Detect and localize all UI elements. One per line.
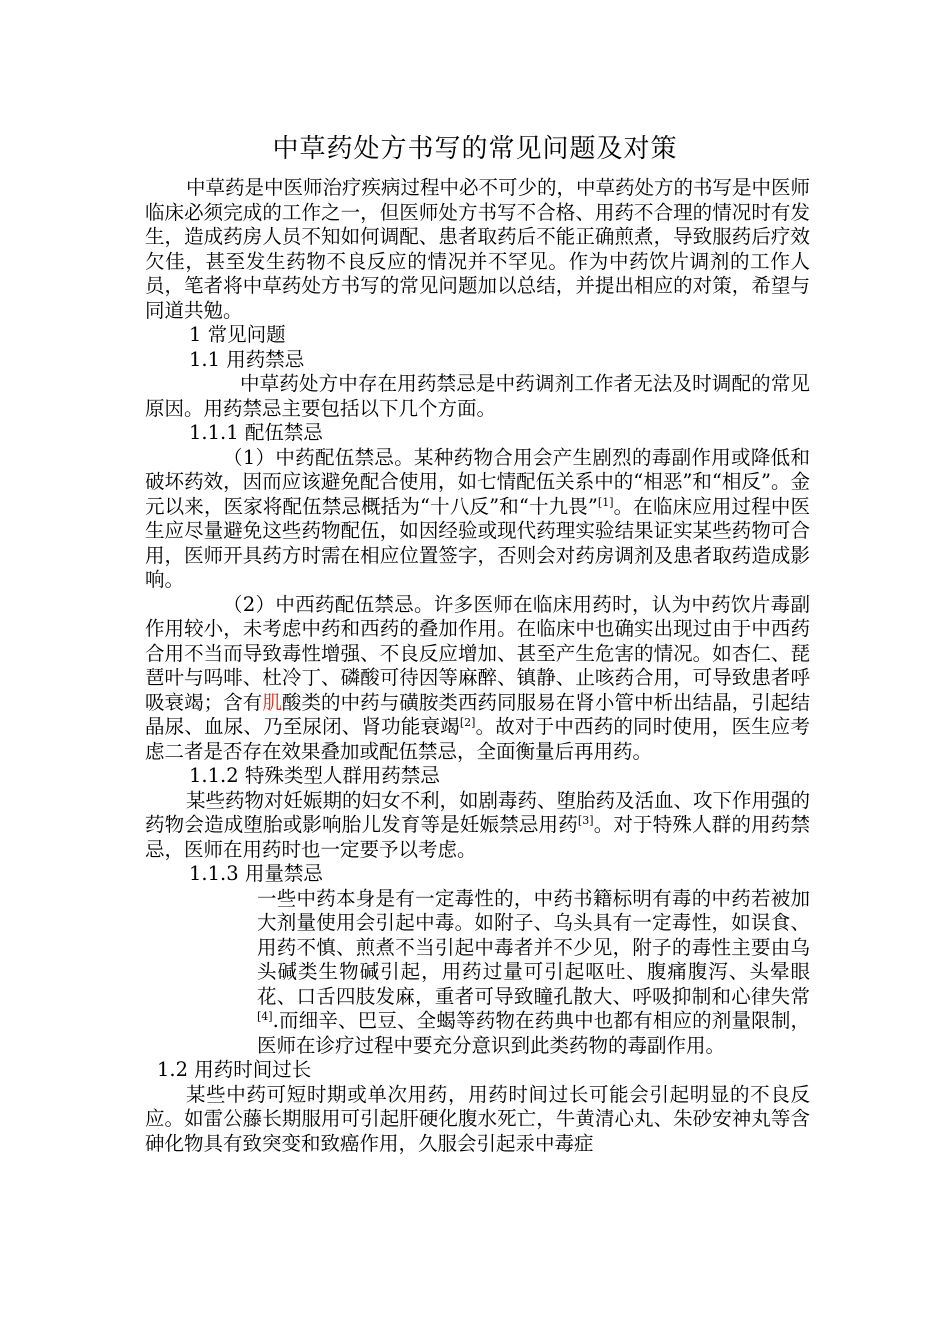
paragraph-duration: 某些中药可短时期或单次用药，用药时间过长可能会引起明显的不良反应。如雷公藤长期服用可引起肝硬化腹水死亡，牛黄清心丸、朱砂安神丸等含砷化物具有致突变和致癌作用，久服会引起汞中毒症 [145, 1082, 810, 1155]
section-heading-1: 1 常见问题 [189, 323, 286, 346]
highlighted-character: 肌 [262, 690, 282, 714]
paragraph-text: 某些药物对妊娠期的妇女不利，如剧毒药、堕胎药及活血、攻下作用强的药物会造成堕胎或影响胎儿发育等是妊娠禁忌用药 [145, 788, 811, 836]
section-heading-1-1-2: 1.1.2 特殊类型人群用药禁忌 [189, 764, 440, 787]
paragraph-text: 一些中药本身是有一定毒性的，中药书籍标明有毒的中药若被加大剂量使用会引起中毒。如附子、乌头具有一定毒性，如误食、用药不慎、煎煮不当引起中毒者并不少见，附子的毒性主要由乌头碱类生物碱引起，用药过量可引起呕吐、腹痛腹泻、头晕眼花、口舌四肢发麻，重者可导致瞳孔散大、呼吸抑制和心律失常 [257, 886, 810, 1008]
paragraph-western-compatibility [145, 593, 810, 765]
paragraph-text: 。对于特殊人群的用药禁忌，医师在用药时也一定要予以考虑。 [145, 813, 810, 861]
citation-ref: [1] [597, 495, 614, 509]
paragraph-text: 。在临床应用过程中医生应尽量避免这些药物配伍，如因经验或现代药理实验结果证实某些药物可合用，医师开具药方时需在相应位置签字，否则会对药房调剂及患者取药造成影响。 [145, 494, 810, 591]
paragraph-text: 酸类的中药与磺胺类西药同服易在肾小管中析出结晶，引起结晶尿、血尿、乃至尿闭、肾功能衰竭 [145, 690, 810, 738]
paragraph-dosage [145, 887, 810, 1059]
paragraph-special-population [145, 789, 810, 863]
citation-ref: [3] [577, 814, 594, 827]
document-title: 中草药处方书写的常见问题及对策 [272, 134, 678, 164]
section-heading-1-1-3: 1.1.3 用量禁忌 [189, 862, 323, 885]
section-heading-1-1: 1.1 用药禁忌 [189, 347, 305, 371]
document-body [145, 176, 810, 1156]
paragraph-text: （2）中西药配伍禁忌。许多医师在临床用药时，认为中药饮片毒副作用较小，未考虑中药和西药的叠加作用。在临床中也确实出现过由于中西药合用不当而导致毒性增强、不良反应增加、甚至产生危害的情况。如杏仁、琵琶叶与吗啡、杜冷丁、磷酸可待因等麻醉、镇静、止咳药合用，可导致患者呼吸衰竭；含有 [145, 592, 810, 714]
paragraph-text: 。故对于中西药的同时使用，医生应考虑二者是否存在效果叠加或配伍禁忌，全面衡量后再用药。 [145, 715, 810, 763]
section-heading-1-1-1: 1.1.1 配伍禁忌 [189, 421, 323, 444]
intro-paragraph: 中草药是中医师治疗疾病过程中必不可少的，中草药处方的书写是中医师临床必须完成的工作之一，但医师处方书写不合格、用药不合理的情况时有发生，造成药房人员不知如何调配、患者取药后不能正确煎煮，导致服药后疗效欠佳，甚至发生药物不良反应的情况并不罕见。作为中药饮片调剂的工作人员，笔者将中草药处方书写的常见问题加以总结，并提出相应的对策，希望与同道共勉。 [145, 176, 811, 322]
section-heading-1-2: 1.2 用药时间过长 [157, 1058, 312, 1081]
paragraph-text: （1）中药配伍禁忌。某种药物合用会产生剧烈的毒副作用或降低和破坏药效，因而应该避免配合使用，如七情配伍关系中的“相恶”和“相反”。金元以来，医家将配伍禁忌概括为“十八反”和“十九畏” [145, 445, 810, 518]
paragraph-text: .而细辛、巴豆、全蝎等药物在药典中也都有相应的剂量限制，医师在诊疗过程中要充分意识到此类药物的毒副作用。 [257, 1009, 810, 1057]
citation-ref: [2] [459, 716, 476, 729]
paragraph-1-1: 中草药处方中存在用药禁忌是中药调剂工作者无法及时调配的常见原因。用药禁忌主要包括以下几个方面。 [145, 372, 810, 420]
paragraph-herb-compatibility [145, 446, 810, 593]
citation-ref: [4] [257, 1010, 273, 1023]
